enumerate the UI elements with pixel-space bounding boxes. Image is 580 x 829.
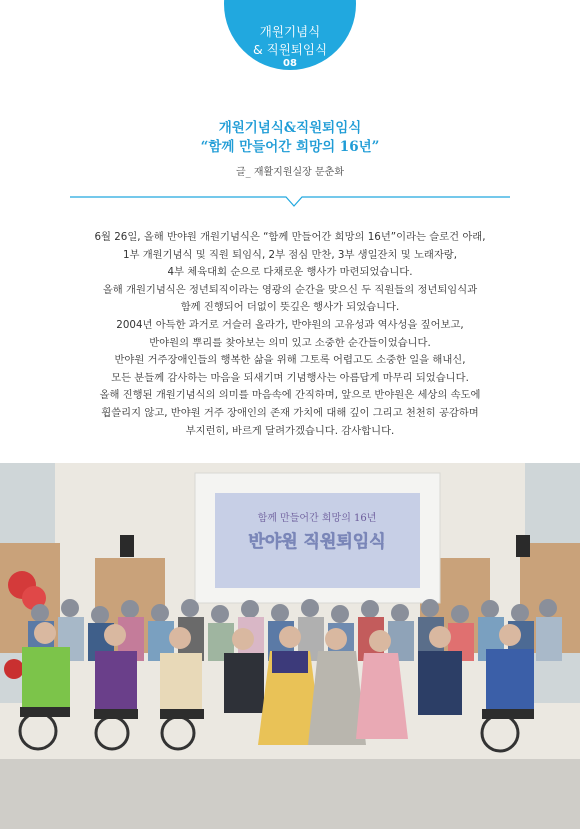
screen-line2: 반야원 직원퇴임식 bbox=[248, 532, 386, 552]
body-line: 모든 분들께 감사하는 마음을 되새기며 기념행사는 아름답게 마무리 되었습니다. bbox=[111, 371, 469, 384]
body-line: 6월 26일, 올해 반야원 개원기념식은 “함께 만들어간 희망의 16년”이라는 슬로건 아래, bbox=[94, 231, 486, 243]
divider-line bbox=[70, 196, 510, 210]
body-line: 반야원의 뿌리를 찾아보는 의미 있고 소중한 순간들이었습니다. bbox=[149, 336, 431, 349]
article-title: 개원기념식&직원퇴임식 bbox=[218, 120, 362, 136]
screen-line1: 함께 만들어간 희망의 16년 bbox=[257, 513, 377, 524]
group-photo-illustration bbox=[0, 463, 580, 829]
section-title-line2: & 직원퇴임식 bbox=[252, 42, 328, 57]
article-subtitle: “함께 만들어간 희망의 16년” bbox=[200, 139, 380, 155]
body-line: 반야원 거주장애인들의 행복한 삶을 위해 그토록 어렵고도 소중한 일을 해내신, bbox=[114, 354, 466, 367]
body-line: 부지런히, 바르게 달려가겠습니다. 감사합니다. bbox=[185, 424, 395, 437]
body-line: 올해 진행된 개원기념식의 의미를 마음속에 간직하며, 앞으로 반야원은 세상의 속도에 bbox=[99, 389, 481, 402]
group-photo bbox=[0, 463, 580, 829]
body-line: 휩쓸리지 않고, 반야원 거주 장애인의 존재 가치에 대해 깊이 그리고 천천히 공감하며 bbox=[101, 406, 479, 419]
body-line: 함께 진행되어 더없이 뜻깊은 행사가 되었습니다. bbox=[180, 301, 400, 314]
section-badge bbox=[224, 0, 356, 70]
body-line: 2004년 아득한 과거로 거슬러 올라가, 반야원의 고유성과 역사성을 짚어보고, bbox=[116, 318, 464, 331]
body-line: 1부 개원기념식 및 직원 퇴임식, 2부 점심 만찬, 3부 생일잔치 및 노래자랑, bbox=[122, 248, 458, 261]
article-body bbox=[40, 229, 540, 440]
body-line: 올해 개원기념식은 정년퇴직이라는 영광의 순간을 맞으신 두 직원들의 정년퇴임식과 bbox=[102, 283, 478, 296]
page-number: 08 bbox=[283, 58, 297, 69]
section-title-line1: 개원기념식 bbox=[259, 24, 321, 39]
article-author: 글_ 재활지원실장 문춘화 bbox=[236, 167, 344, 178]
body-line: 4부 체육대회 순으로 다채로운 행사가 마련되었습니다. bbox=[167, 266, 413, 279]
